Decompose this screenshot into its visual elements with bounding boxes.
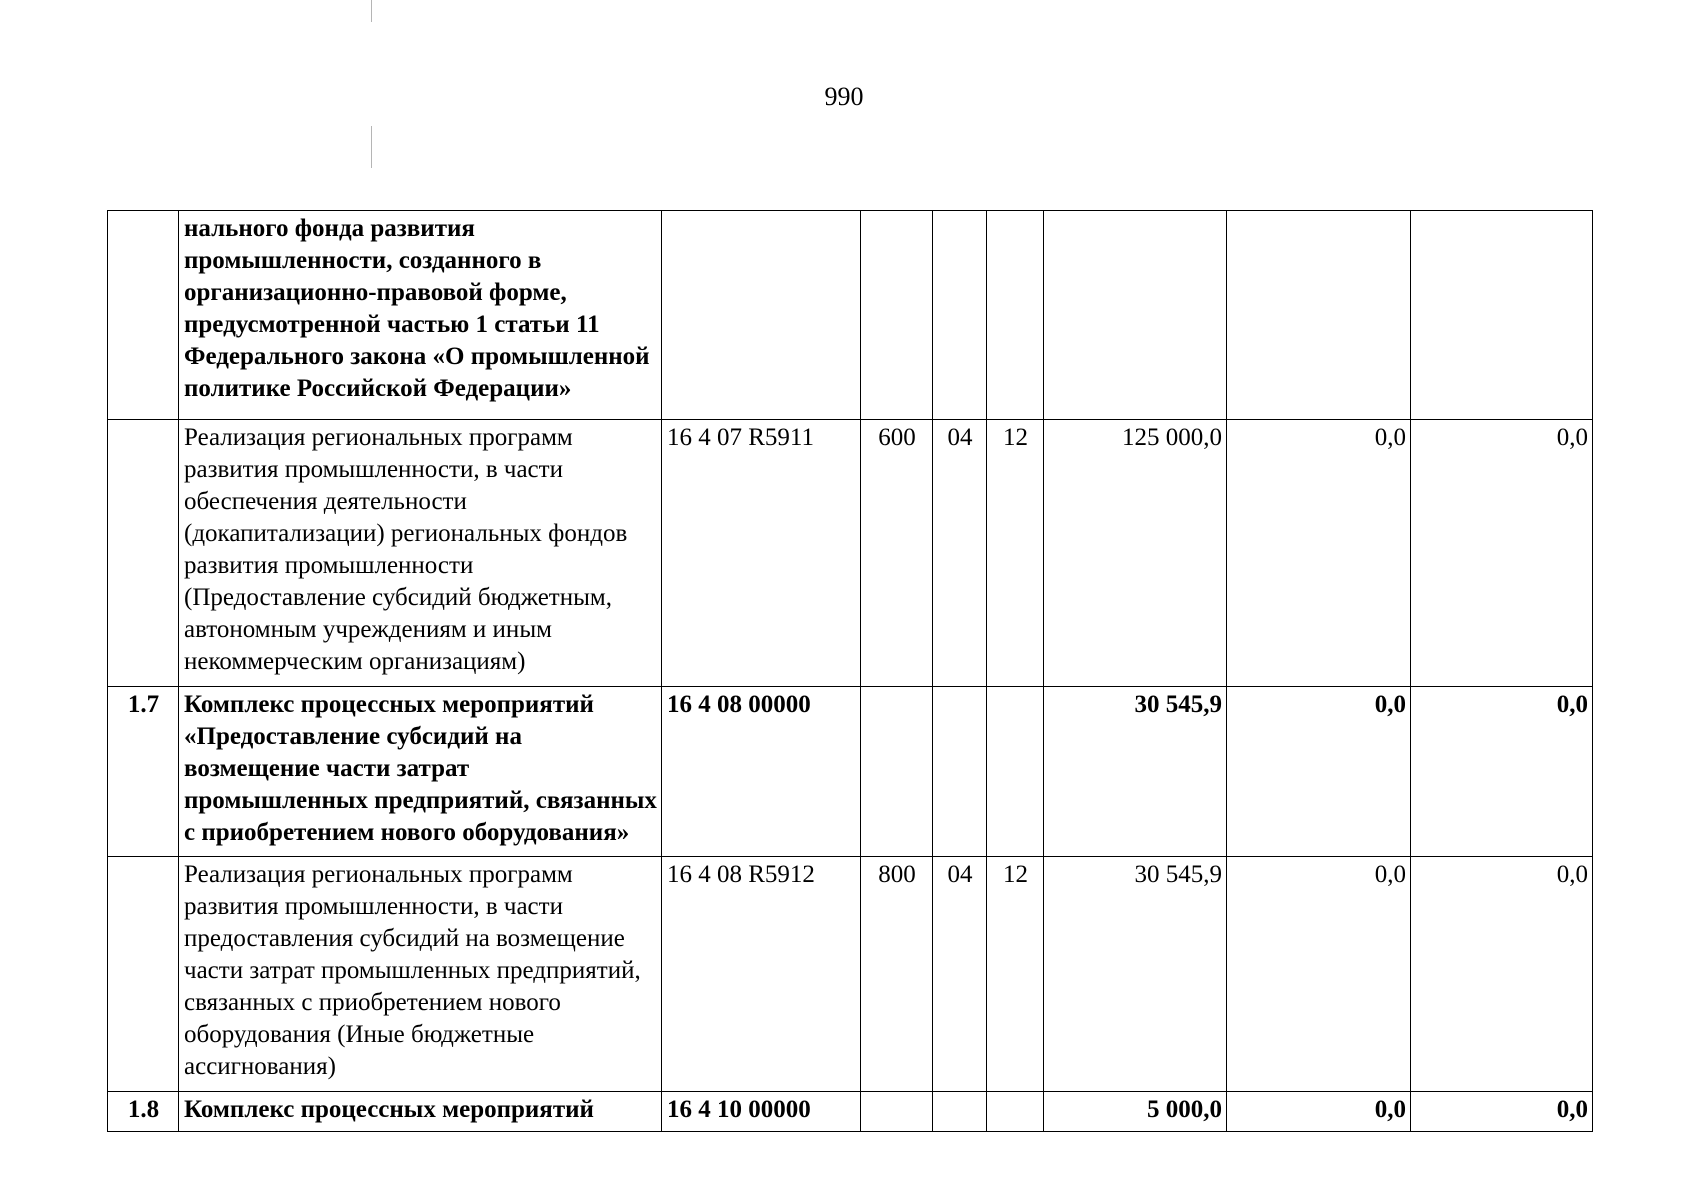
row-number-cell: 1.8 [108, 1092, 179, 1132]
amount-2-cell: 0,0 [1227, 420, 1411, 687]
budget-table [107, 210, 1593, 1132]
row-name-cell: нального фонда развития промышленности, созданного в организационно-правовой форме, предусмотренной частью 1 статьи 11 Федерального закона «О промышленной политике Российской Федерации» [179, 211, 662, 420]
target-code-cell: 16 4 07 R5911 [662, 420, 861, 687]
amount-3-cell: 0,0 [1411, 1092, 1593, 1132]
row-name-cell: Реализация региональных программ развития промышленности, в части обеспечения деятельности (докапитализации) региональных фондов развития промышленности (Предоставление субсидий бюджетным, автономным учреждениям и иным некоммерческим организациям) [179, 420, 662, 687]
row-number-cell: 1.7 [108, 687, 179, 857]
subsection-cell [987, 687, 1044, 857]
amount-1-cell: 30 545,9 [1044, 687, 1227, 857]
row-name-cell: Реализация региональных программ развития промышленности, в части предоставления субсидий на возмещение части затрат промышленных предприятий, связанных с приобретением нового оборудования (Иные бюджетные ассигнования) [179, 857, 662, 1092]
expense-type-cell [861, 1092, 933, 1132]
subsection-cell [987, 211, 1044, 420]
amount-3-cell: 0,0 [1411, 857, 1593, 1092]
page-number: 990 [824, 82, 864, 111]
table-row [108, 687, 1593, 857]
subsection-cell: 12 [987, 857, 1044, 1092]
row-number-cell [108, 420, 179, 687]
row-number-cell [108, 211, 179, 420]
target-code-cell [662, 211, 861, 420]
amount-2-cell: 0,0 [1227, 687, 1411, 857]
target-code-cell: 16 4 08 00000 [662, 687, 861, 857]
amount-1-cell: 125 000,0 [1044, 420, 1227, 687]
expense-type-cell [861, 211, 933, 420]
target-code-cell: 16 4 10 00000 [662, 1092, 861, 1132]
amount-3-cell: 0,0 [1411, 420, 1593, 687]
target-code-cell: 16 4 08 R5912 [662, 857, 861, 1092]
amount-1-cell: 30 545,9 [1044, 857, 1227, 1092]
amount-3-cell: 0,0 [1411, 687, 1593, 857]
row-name-cell: Комплекс процессных мероприятий [179, 1092, 662, 1132]
scan-mark-top [371, 0, 372, 22]
amount-1-cell [1044, 211, 1227, 420]
table-row [108, 420, 1593, 687]
row-name-cell: Комплекс процессных мероприятий «Предоставление субсидий на возмещение части затрат промышленных предприятий, связанных с приобретением нового оборудования» [179, 687, 662, 857]
amount-3-cell [1411, 211, 1593, 420]
expense-type-cell [861, 687, 933, 857]
row-number-cell [108, 857, 179, 1092]
subsection-cell: 12 [987, 420, 1044, 687]
amount-2-cell: 0,0 [1227, 857, 1411, 1092]
section-cell [933, 1092, 987, 1132]
section-cell: 04 [933, 857, 987, 1092]
subsection-cell [987, 1092, 1044, 1132]
section-cell: 04 [933, 420, 987, 687]
table-row [108, 1092, 1593, 1132]
amount-1-cell: 5 000,0 [1044, 1092, 1227, 1132]
scan-mark-middle [371, 126, 372, 168]
table-row [108, 211, 1593, 420]
expense-type-cell: 800 [861, 857, 933, 1092]
section-cell [933, 687, 987, 857]
amount-2-cell [1227, 211, 1411, 420]
section-cell [933, 211, 987, 420]
expense-type-cell: 600 [861, 420, 933, 687]
table-row [108, 857, 1593, 1092]
amount-2-cell: 0,0 [1227, 1092, 1411, 1132]
